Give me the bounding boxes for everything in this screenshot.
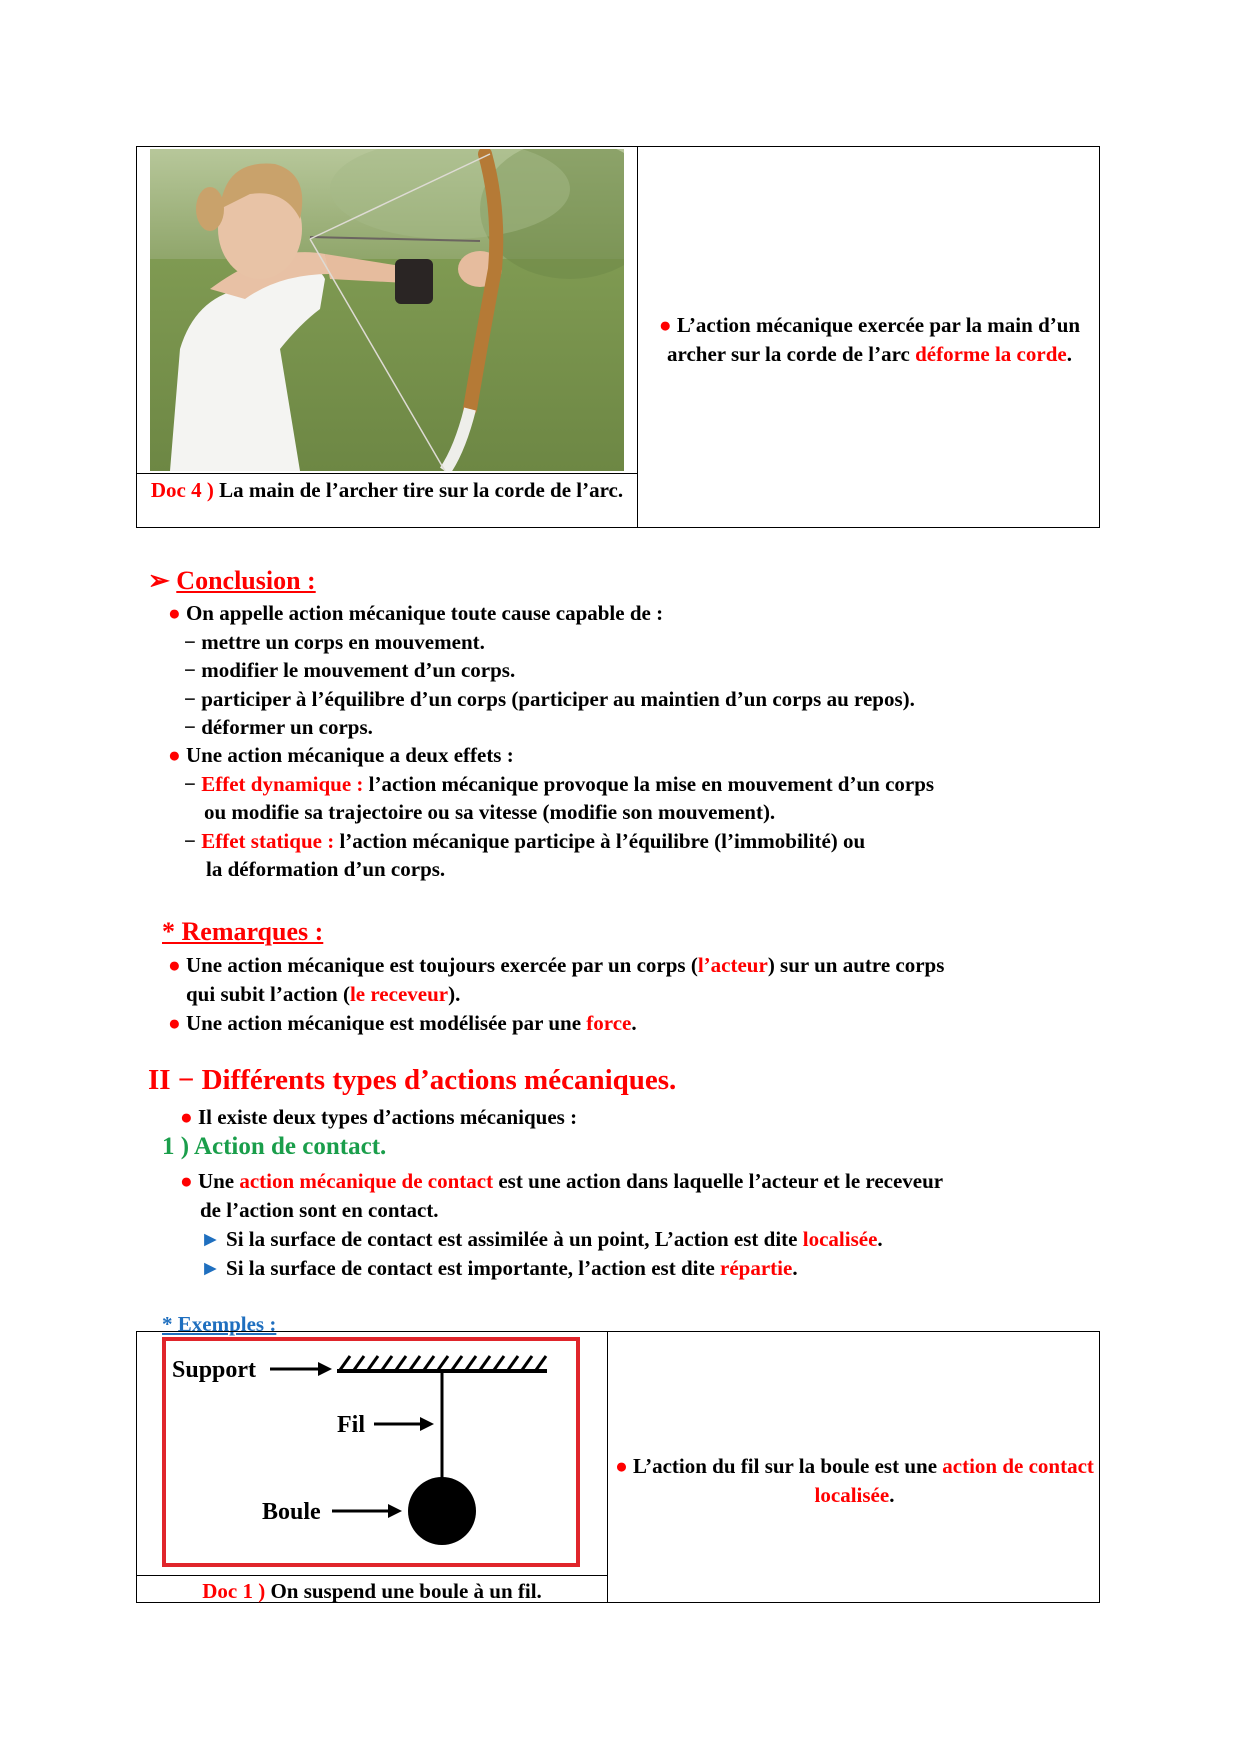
conclusion-line: ou modifie sa trajectoire ou sa vitesse (modifie son mouvement).: [204, 800, 776, 824]
contact-line: [180, 1167, 943, 1195]
force-term: force: [586, 1011, 632, 1035]
contact-text: Une: [197, 1169, 240, 1193]
doc4-label: Doc 4 ): [150, 478, 214, 502]
doc1-highlight: action de contact localisée: [814, 1454, 1094, 1507]
conclusion-line: − modifier le mouvement d’un corps.: [184, 658, 516, 682]
repartie-term: répartie: [720, 1256, 793, 1280]
doc1-description: [608, 1452, 1101, 1510]
contact-line: [200, 1225, 883, 1253]
table-divider: [137, 473, 637, 474]
receveur-term: le receveur: [349, 982, 449, 1006]
bullet: ●: [180, 1105, 193, 1129]
contact-line: [200, 1254, 798, 1282]
bullet: ●: [168, 953, 181, 977]
doc4-table: [136, 146, 1100, 528]
doc1-table: [136, 1331, 1100, 1603]
doc4-desc-end: .: [1066, 342, 1072, 366]
remarque-text: ).: [448, 982, 461, 1006]
doc1-desc-end: .: [889, 1483, 895, 1507]
conclusion-text: On appelle action mécanique toute cause capable de :: [185, 601, 664, 625]
triangle-arrow-icon: ►: [200, 1227, 221, 1251]
remarque-text: Une action mécanique est modélisée par une: [185, 1011, 587, 1035]
effect-dynamic-label: Effet dynamique :: [201, 772, 364, 796]
remarque-line: [168, 951, 944, 979]
section-intro: [180, 1103, 577, 1131]
fil-label: Fil: [337, 1412, 365, 1438]
arrow-icon: ➢: [148, 566, 170, 595]
contact-term: action mécanique de contact: [239, 1169, 494, 1193]
conclusion-line: − participer à l’équilibre d’un corps (participer au maintien d’un corps au repos).: [184, 687, 915, 711]
doc1-desc-text: L’action du fil sur la boule est une: [633, 1454, 943, 1478]
contact-text: Si la surface de contact est importante, l’action est dite: [220, 1256, 721, 1280]
remarque-line: [186, 980, 460, 1008]
conclusion-text: l’action mécanique participe à l’équilibre (l’immobilité) ou: [334, 829, 866, 853]
doc4-desc-text: L’action mécanique exercée par la main d’un archer sur la corde de l’arc: [667, 313, 1081, 366]
doc1-label: Doc 1 ): [202, 1579, 266, 1603]
bullet: ●: [658, 313, 677, 337]
contact-text: Si la surface de contact est assimilée à un point, L’action est dite: [220, 1227, 803, 1251]
dash: −: [184, 772, 202, 796]
archer-photo: [150, 149, 624, 471]
conclusion-line: − mettre un corps en mouvement.: [184, 630, 485, 654]
conclusion-line: [168, 599, 663, 627]
conclusion-line: [168, 741, 514, 769]
bullet: ●: [168, 743, 181, 767]
conclusion-line: [184, 770, 934, 798]
conclusion-line: − déformer un corps.: [184, 715, 373, 739]
doc1-caption: [137, 1578, 607, 1604]
conclusion-line: la déformation d’un corps.: [206, 857, 446, 881]
section-title: II − Différents types d’actions mécaniques.: [148, 1064, 677, 1096]
conclusion-heading: [148, 567, 316, 595]
bullet: ●: [180, 1169, 193, 1193]
conclusion-text: l’action mécanique provoque la mise en mouvement d’un corps: [363, 772, 935, 796]
doc4-description: [638, 311, 1101, 369]
doc4-highlight: déforme la corde: [915, 342, 1067, 366]
conclusion-text: Une action mécanique a deux effets :: [185, 743, 514, 767]
conclusion-line: [184, 827, 865, 855]
remarque-line: [168, 1009, 637, 1037]
dash: −: [184, 829, 202, 853]
remarque-text: ) sur un autre corps: [767, 953, 945, 977]
triangle-arrow-icon: ►: [200, 1256, 221, 1280]
remarque-text: .: [631, 1011, 637, 1035]
contact-text: .: [877, 1227, 883, 1251]
contact-text: .: [792, 1256, 798, 1280]
intro-text: Il existe deux types d’actions mécaniques :: [197, 1105, 578, 1129]
support-label: Support: [172, 1357, 257, 1383]
acteur-term: l’acteur: [697, 953, 768, 977]
bullet: ●: [168, 601, 181, 625]
remarque-text: qui subit l’action (: [186, 982, 350, 1006]
doc4-caption-text: La main de l’archer tire sur la corde de l’arc.: [213, 478, 624, 502]
subsection-title: 1 ) Action de contact.: [162, 1133, 387, 1160]
ball: [408, 1477, 476, 1545]
remarques-heading: * Remarques :: [162, 917, 324, 946]
remarque-text: Une action mécanique est toujours exercée par un corps (: [185, 953, 698, 977]
contact-line: de l’action sont en contact.: [200, 1198, 439, 1222]
doc4-caption: [137, 476, 637, 504]
boule-label: Boule: [262, 1499, 321, 1525]
examples-heading: * Exemples :: [162, 1312, 277, 1336]
localisee-term: localisée: [802, 1227, 878, 1251]
doc1-caption-text: On suspend une boule à un fil.: [265, 1579, 542, 1603]
table-divider: [137, 1575, 607, 1576]
bullet: ●: [168, 1011, 181, 1035]
bullet: ●: [615, 1454, 634, 1478]
pendulum-diagram: [162, 1337, 580, 1567]
contact-text: est une action dans laquelle l’acteur et le receveur: [493, 1169, 944, 1193]
effect-static-label: Effet statique :: [201, 829, 335, 853]
conclusion-title: Conclusion :: [176, 566, 316, 595]
